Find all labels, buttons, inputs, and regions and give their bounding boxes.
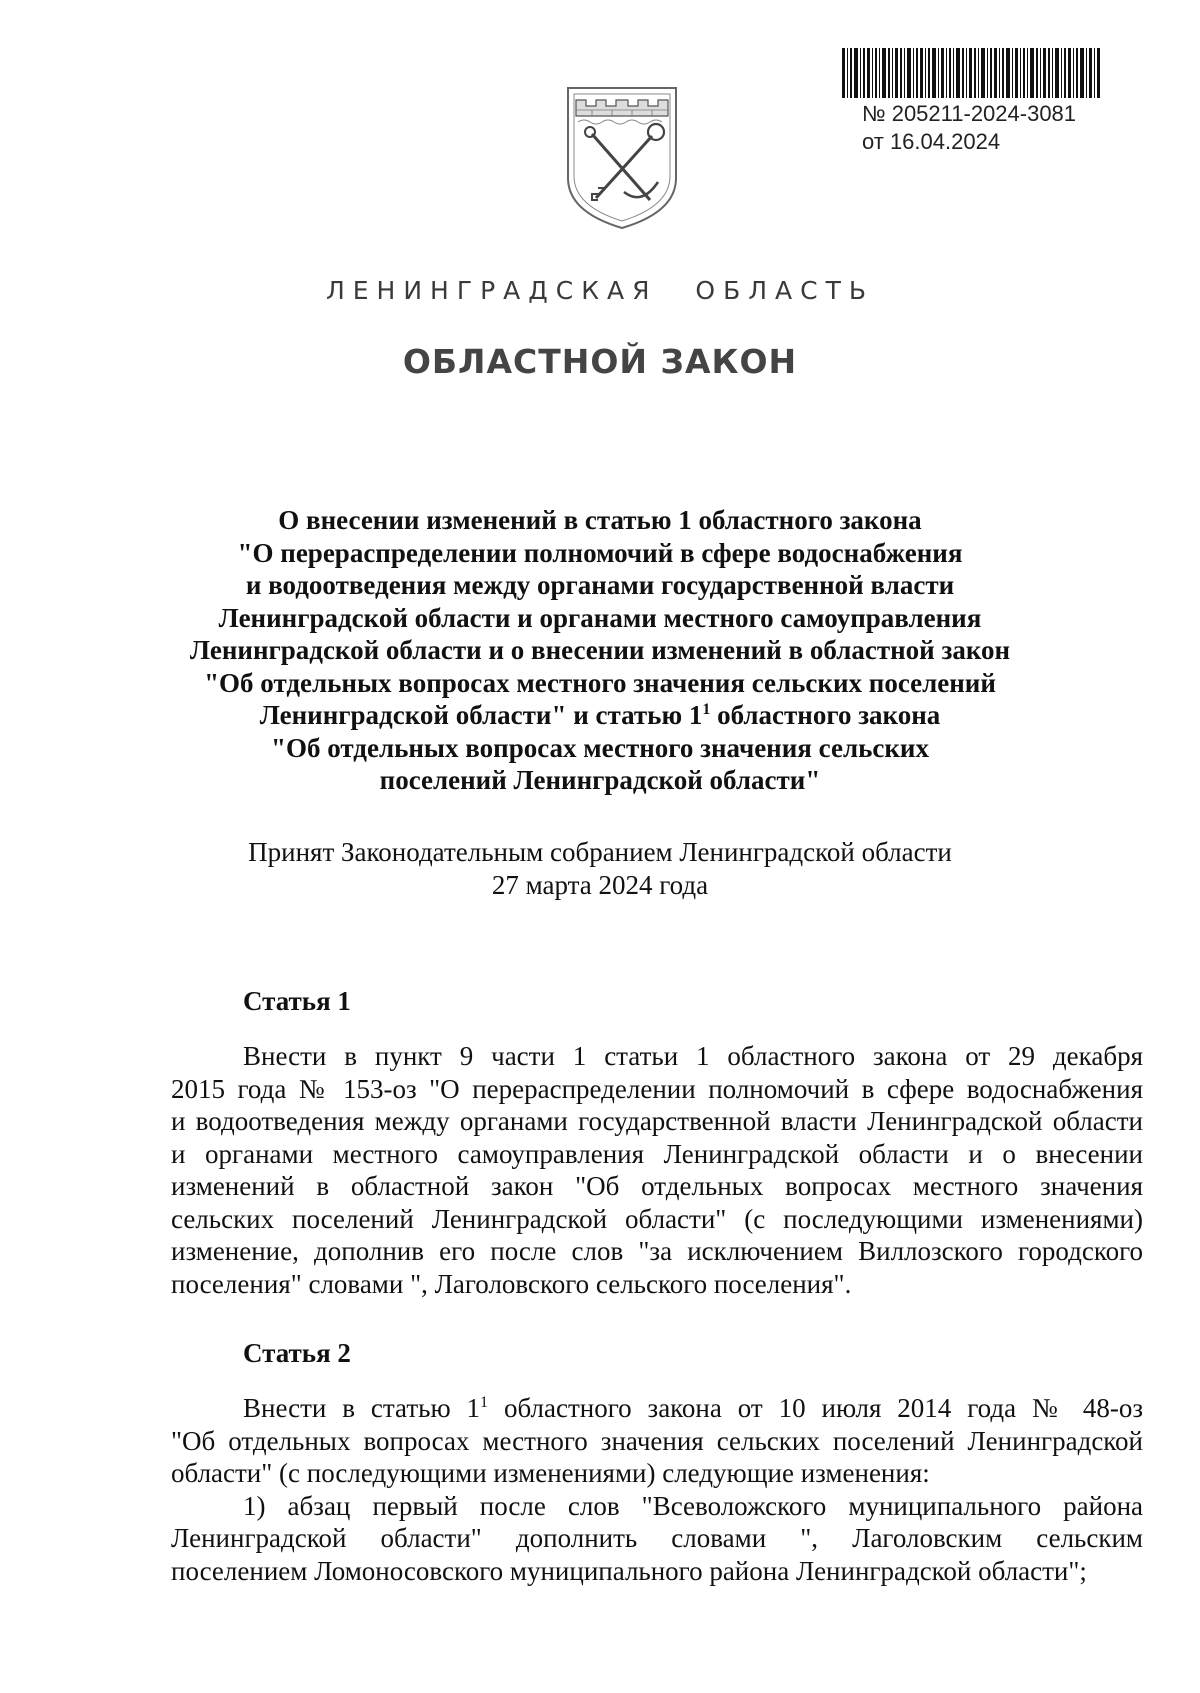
article-1-text: [171, 1040, 1143, 1300]
title-line: О внесении изменений в статью 1 областного закона: [278, 505, 922, 535]
article-1-heading: Статья 1: [243, 986, 351, 1016]
article-2-text: [171, 1392, 1143, 1587]
paragraph-line: и органами местного самоуправления Ленинградской области и о внесении: [171, 1138, 1143, 1169]
paragraph-line: изменение, дополнив его после слов "за исключением Виллозского городского: [171, 1236, 1143, 1266]
adoption-note: [150, 836, 1050, 902]
title-line: Ленинградской области и о внесении изменений в областной закон: [189, 635, 1011, 665]
paragraph-line: Внести в пункт 9 части 1 статьи 1 областного закона от 29 декабря: [243, 1041, 1143, 1071]
registration-block: [862, 100, 1076, 156]
paragraph-line: "Об отдельных вопросах местного значения сельских поселений Ленинградской: [171, 1425, 1143, 1456]
law-title: [150, 504, 1050, 797]
paragraph-line: поселения" словами ", Лаголовского сельского поселения".: [171, 1268, 852, 1299]
paragraph-text: областного закона от 10 июля 2014 года № 48-оз: [488, 1393, 1143, 1423]
region-heading: ЛЕНИНГРАДСКАЯ ОБЛАСТЬ: [325, 276, 875, 305]
adoption-line: Принят Законодательным собранием Ленинградской области: [248, 837, 952, 867]
superscript: 1: [702, 701, 711, 718]
title-line: "Об отдельных вопросах местного значения сельских: [271, 732, 929, 763]
paragraph-text: Внести в статью 1: [243, 1393, 481, 1423]
title-text: Ленинградской области" и статью 1: [259, 700, 703, 730]
paragraph-line: изменений в областной закон "Об отдельных вопросах местного значения: [171, 1171, 1143, 1201]
paragraph-line: и водоотведения между органами государственной власти Ленинградской области: [171, 1106, 1143, 1136]
barcode: [842, 48, 1102, 98]
title-text: областного закона: [710, 700, 941, 730]
registration-number: № 205211-2024-3081: [862, 101, 1077, 126]
paragraph-line: поселением Ломоносовского муниципального района Ленинградской области";: [171, 1555, 1087, 1586]
title-line: Ленинградской области и органами местного самоуправления: [218, 602, 982, 633]
title-line: поселений Ленинградской области": [379, 765, 821, 795]
superscript: 1: [480, 1394, 489, 1411]
paragraph-line: области" (с последующими изменениями) следующие изменения:: [171, 1458, 930, 1488]
paragraph-line: 2015 года № 153-оз "О перераспределении полномочий в сфере водоснабжения: [171, 1073, 1143, 1104]
title-line: "Об отдельных вопросах местного значения сельских поселений: [204, 667, 996, 698]
registration-date: от 16.04.2024: [862, 129, 1001, 154]
law-type-heading: ОБЛАСТНОЙ ЗАКОН: [402, 342, 798, 381]
title-line: [150, 699, 1050, 732]
paragraph-line: сельских поселений Ленинградской области" (с последующими изменениями): [171, 1203, 1143, 1234]
article-2-heading: Статья 2: [243, 1338, 351, 1368]
paragraph-line: Ленинградской области" дополнить словами ", Лаголовским сельским: [171, 1523, 1143, 1553]
adoption-date: 27 марта 2024 года: [491, 870, 709, 900]
paragraph-line: [171, 1392, 1143, 1425]
title-line: "О перераспределении полномочий в сфере водоснабжения: [237, 537, 963, 568]
title-line: и водоотведения между органами государственной власти: [245, 570, 955, 600]
coat-of-arms-emblem: [562, 82, 682, 232]
paragraph-line: 1) абзац первый после слов "Всеволожского муниципального района: [243, 1490, 1143, 1521]
